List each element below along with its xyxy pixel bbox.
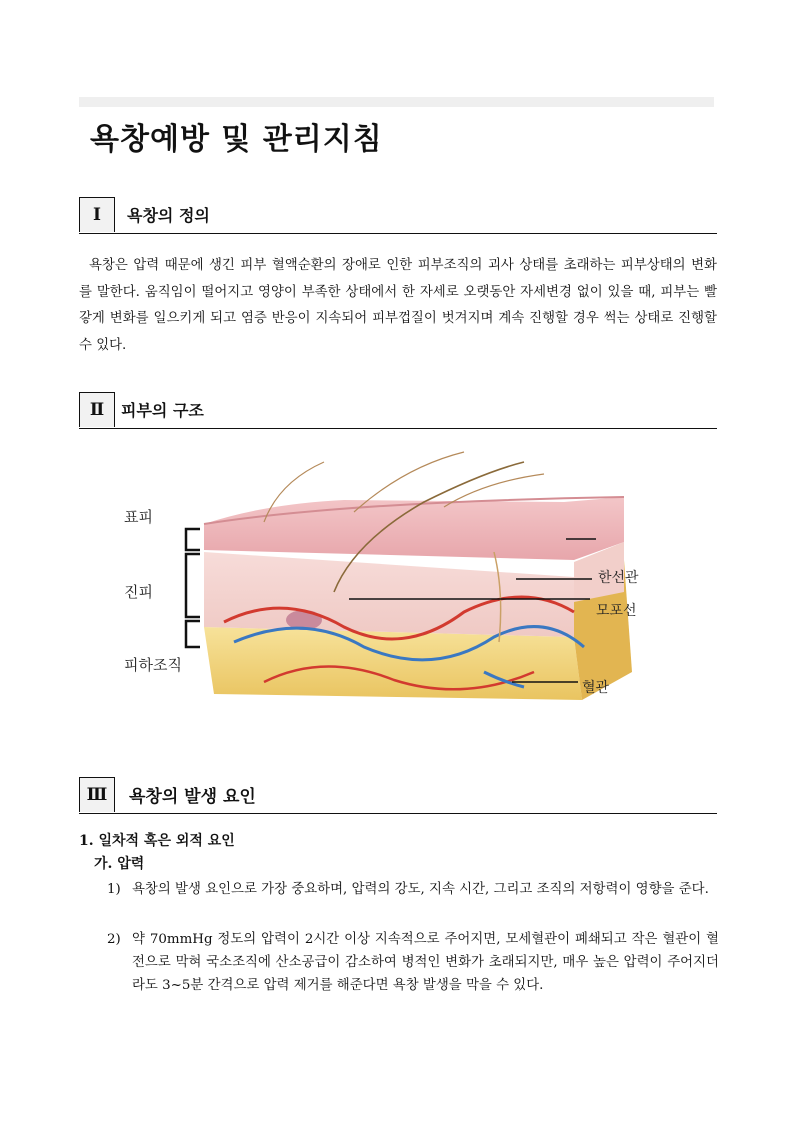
list-item-text: 약 70mmHg 정도의 압력이 2시간 이상 지속적으로 주어지면, 모세혈관이 폐쇄되고 작은 혈관이 혈전으로 막혀 국소조직에 산소공급이 감소하여 병적인 변화가 초래되지만, 매우 높은 압력이 주어지더라도 3~5분 간격으로 압력 제거를 해준다면 욕창 발생을 막을 수 있다. xyxy=(132,932,719,993)
definition-paragraph: 욕창은 압력 때문에 생긴 피부 혈액순환의 장애로 인한 피부조직의 괴사 상태를 초래하는 피부상태의 변화 를 말한다. 움직임이 떨어지고 영양이 부족한 상태에서 한 자세로 오랫동안 자세변경 없이 있을 때, 피부는 빨갛게 변화를 일으키게 되고 염증 반응이 지속되어 피부껍질이 벗겨지며 계속 진행할 경우 썩는 상태로 진행할 수 있다. xyxy=(79,258,717,353)
label-epidermis: 표피 xyxy=(124,508,153,526)
label-sweat-duct: 한선관 xyxy=(598,570,639,586)
list-item-number: 1) xyxy=(107,882,121,897)
section-header-definition xyxy=(79,197,717,234)
section-number: Ⅱ xyxy=(79,392,115,427)
label-subcutaneous: 피하조직 xyxy=(124,656,182,674)
label-dermis: 진피 xyxy=(124,583,153,601)
list-item xyxy=(107,928,719,997)
document-title: 욕창예방 및 관리지침 xyxy=(90,122,383,157)
header-rule xyxy=(79,97,714,107)
subheading-primary-factors: 1. 일차적 혹은 외적 요인 xyxy=(79,833,235,849)
section-title: 피부의 구조 xyxy=(121,401,204,420)
label-hair-follicle: 모포선 xyxy=(596,603,637,619)
section-title: 욕창의 정의 xyxy=(127,206,210,225)
subheading-pressure: 가. 압력 xyxy=(94,856,145,872)
list-item-text: 욕창의 발생 요인으로 가장 중요하며, 압력의 강도, 지속 시간, 그리고 조직의 저항력이 영향을 준다. xyxy=(132,882,709,897)
skin-structure-diagram xyxy=(104,442,690,712)
list-item xyxy=(107,878,719,901)
section-number: I xyxy=(79,197,115,232)
section-number: Ⅲ xyxy=(79,777,115,812)
label-blood-vessel: 혈관 xyxy=(582,680,610,696)
section-header-skin-structure xyxy=(79,392,717,429)
list-item-number: 2) xyxy=(107,932,121,947)
section-header-causes xyxy=(79,777,717,814)
section-title: 욕창의 발생 요인 xyxy=(129,787,256,807)
